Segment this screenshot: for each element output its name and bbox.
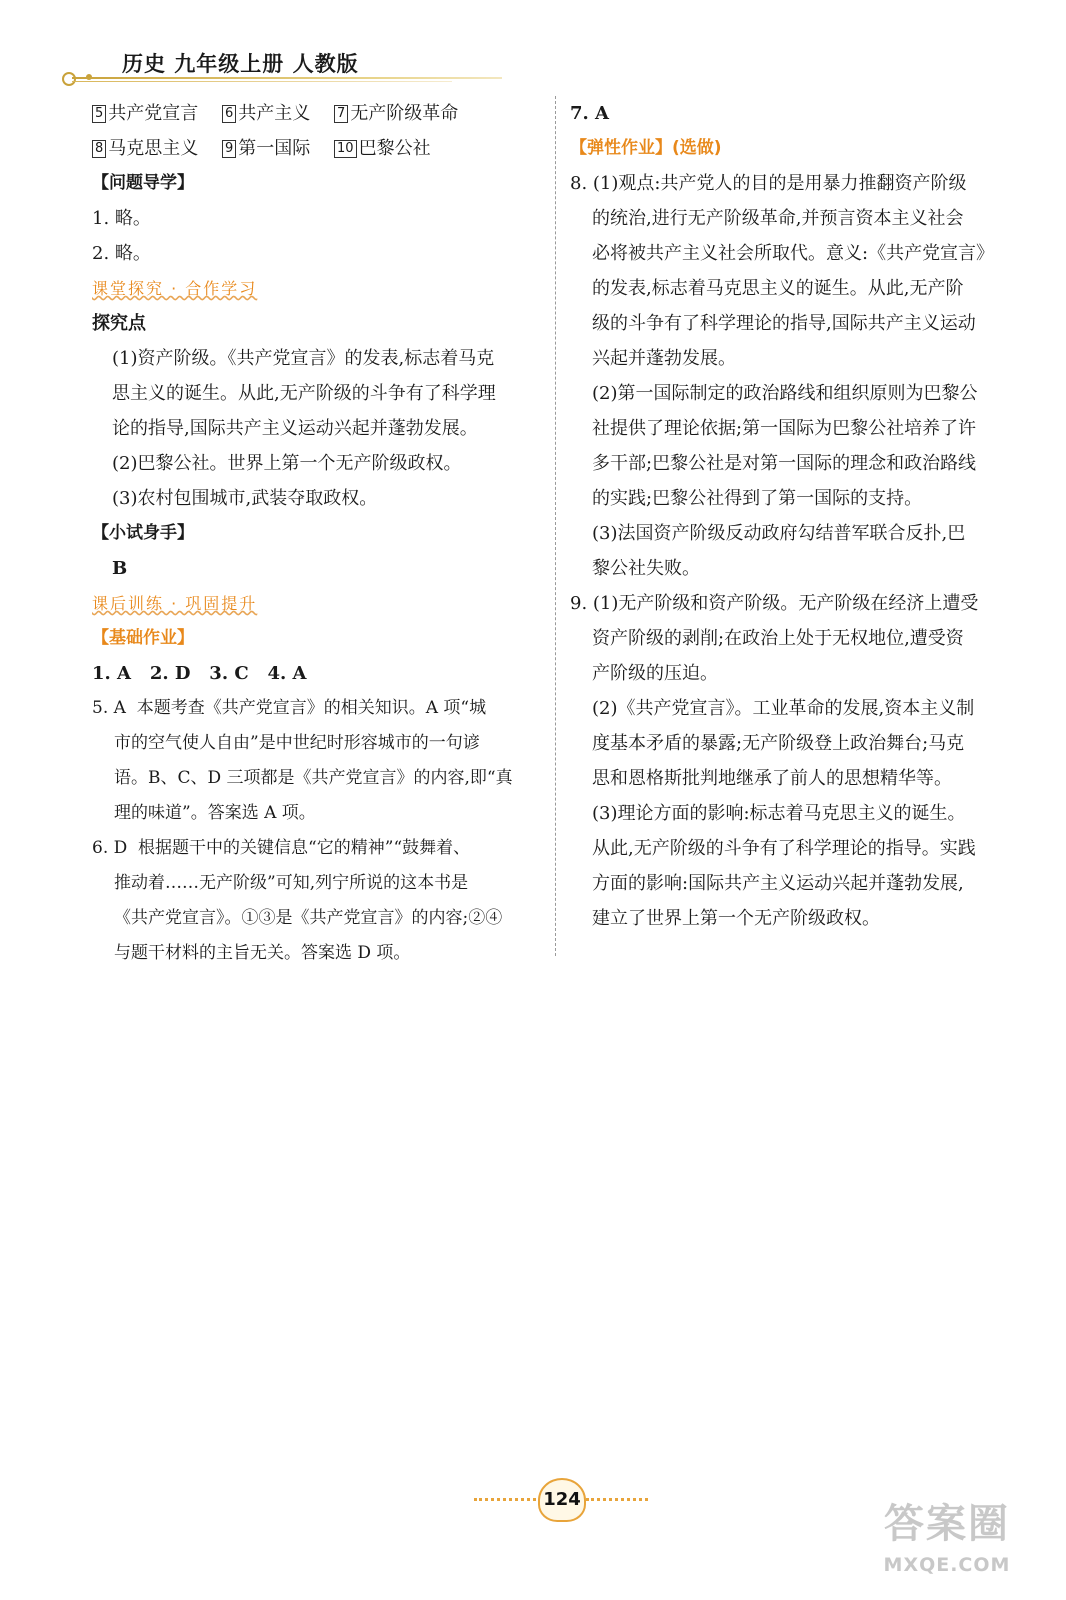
header-rule-thin xyxy=(72,81,452,82)
blank-answer: 共产主义 xyxy=(238,103,311,124)
answer-9-line-7: (3)理论方面的影响:标志着马克思主义的诞生。 xyxy=(592,803,966,824)
answer-8-line-11: (3)法国资产阶级反动政府勾结普军联合反扑,巴 xyxy=(592,523,966,544)
answer-8-line-1: 8. (1)观点:共产党人的目的是用暴力推翻资产阶级 xyxy=(570,173,967,194)
blank-answer: 第一国际 xyxy=(238,138,311,159)
explore-3: (3)农村包围城市,武装夺取政权。 xyxy=(112,488,378,509)
answer-9-line-6: 思和恩格斯批判地继承了前人的思想精华等。 xyxy=(592,768,952,789)
answer-9-line-8: 从此,无产阶级的斗争有了科学理论的指导。实践 xyxy=(592,838,976,859)
answer-9-line-3: 产阶级的压迫。 xyxy=(592,663,718,684)
try-answer: B xyxy=(112,558,128,579)
section-basic-homework: 【基础作业】 xyxy=(92,628,194,648)
blank-number: 9 xyxy=(222,140,236,158)
answers-1-4: 1. A 2. D 3. C 4. A xyxy=(92,663,307,684)
answer-9-line-4: (2)《共产党宣言》。工业革命的发展,资本主义制 xyxy=(592,698,975,719)
answer-9-line-10: 建立了世界上第一个无产阶级政权。 xyxy=(592,908,880,929)
answer-8-line-9: 多干部;巴黎公社是对第一国际的理念和政治路线 xyxy=(592,453,977,474)
section-flex-homework: 【弹性作业】(选做) xyxy=(570,138,722,158)
answer-8-line-2: 的统治,进行无产阶级革命,并预言资本主义社会 xyxy=(592,208,964,229)
explore-1-line-3: 论的指导,国际共产主义运动兴起并蓬勃发展。 xyxy=(112,418,478,439)
answer-q2: 2. 略。 xyxy=(92,243,151,264)
answer-5-line-2: 市的空气使人自由”是中世纪时形容城市的一句谚 xyxy=(114,733,480,753)
answer-8-line-4: 的发表,标志着马克思主义的诞生。从此,无产阶 xyxy=(592,278,964,299)
answer-7: 7. A xyxy=(570,103,610,124)
blank-number: 8 xyxy=(92,140,106,158)
blank-answer: 巴黎公社 xyxy=(358,138,431,159)
answer-9-line-9: 方面的影响:国际共产主义运动兴起并蓬勃发展, xyxy=(592,873,964,894)
section-try: 【小试身手】 xyxy=(92,523,194,543)
answer-8-line-6: 兴起并蓬勃发展。 xyxy=(592,348,736,369)
footer-dots-right xyxy=(586,1498,648,1501)
answer-8-line-5: 级的斗争有了科学理论的指导,国际共产主义运动 xyxy=(592,313,976,334)
answer-8-line-8: 社提供了理论依据;第一国际为巴黎公社培养了许 xyxy=(592,418,977,439)
blank-answer: 马克思主义 xyxy=(108,138,199,159)
section-question-guide: 【问题导学】 xyxy=(92,173,194,193)
right-column xyxy=(570,96,1020,936)
answer-6-line-3: 《共产党宣言》。①③是《共产党宣言》的内容;②④ xyxy=(114,908,503,928)
answer-8-line-12: 黎公社失败。 xyxy=(592,558,700,579)
answer-5-line-3: 语。B、C、D 三项都是《共产党宣言》的内容,即“真 xyxy=(114,768,513,788)
blank-answer: 共产党宣言 xyxy=(108,103,199,124)
banner-classroom-inquiry: 课堂探究 · 合作学习 xyxy=(92,279,258,298)
blank-answer: 无产阶级革命 xyxy=(350,103,459,124)
answer-8-line-10: 的实践;巴黎公社得到了第一国际的支持。 xyxy=(592,488,923,509)
answer-6-line-2: 推动着……无产阶级”可知,列宁所说的这本书是 xyxy=(114,873,469,893)
answer-8-line-7: (2)第一国际制定的政治路线和组织原则为巴黎公 xyxy=(592,383,978,404)
explore-1-line-2: 思主义的诞生。从此,无产阶级的斗争有了科学理 xyxy=(112,383,496,404)
answer-6-line-4: 与题干材料的主旨无关。答案选 D 项。 xyxy=(114,943,411,963)
page-number: 124 xyxy=(538,1478,586,1522)
header-rule xyxy=(72,77,502,79)
watermark-logo xyxy=(872,1498,1022,1594)
answer-5-line-1: 5. A 本题考查《共产党宣言》的相关知识。A 项“城 xyxy=(92,698,487,718)
answer-9-line-5: 度基本矛盾的暴露;无产阶级登上政治舞台;马克 xyxy=(592,733,965,754)
blank-number: 5 xyxy=(92,105,106,123)
explore-title: 探究点 xyxy=(92,313,146,334)
left-column xyxy=(92,96,542,971)
blank-number: 7 xyxy=(334,105,348,123)
answer-8-line-3: 必将被共产主义社会所取代。意义:《共产党宣言》 xyxy=(592,243,995,264)
watermark-text: 答案圈 xyxy=(884,1501,1010,1547)
fill-row-1 xyxy=(92,96,542,131)
page-header xyxy=(62,44,502,88)
answer-9-line-1: 9. (1)无产阶级和资产阶级。无产阶级在经济上遭受 xyxy=(570,593,979,614)
explore-2: (2)巴黎公社。世界上第一个无产阶级政权。 xyxy=(112,453,462,474)
answer-6-line-1: 6. D 根据题干中的关键信息“它的精神”“鼓舞着、 xyxy=(92,838,471,858)
column-divider xyxy=(555,96,556,956)
blank-number: 6 xyxy=(222,105,236,123)
blank-number: 10 xyxy=(334,140,357,158)
fill-row-2 xyxy=(92,131,542,166)
answer-9-line-2: 资产阶级的剥削;在政治上处于无权地位,遭受资 xyxy=(592,628,964,649)
watermark-url: MXQE.COM xyxy=(883,1554,1011,1576)
page-footer xyxy=(470,1478,650,1522)
footer-dots-left xyxy=(474,1498,536,1501)
explore-1-line-1: (1)资产阶级。《共产党宣言》的发表,标志着马克 xyxy=(112,348,495,369)
answer-q1: 1. 略。 xyxy=(92,208,151,229)
header-title: 历史 九年级上册 人教版 xyxy=(122,52,359,76)
banner-after-class: 课后训练 · 巩固提升 xyxy=(92,594,258,613)
header-ring-ornament xyxy=(62,72,76,86)
answer-5-line-4: 理的味道”。答案选 A 项。 xyxy=(114,803,316,823)
